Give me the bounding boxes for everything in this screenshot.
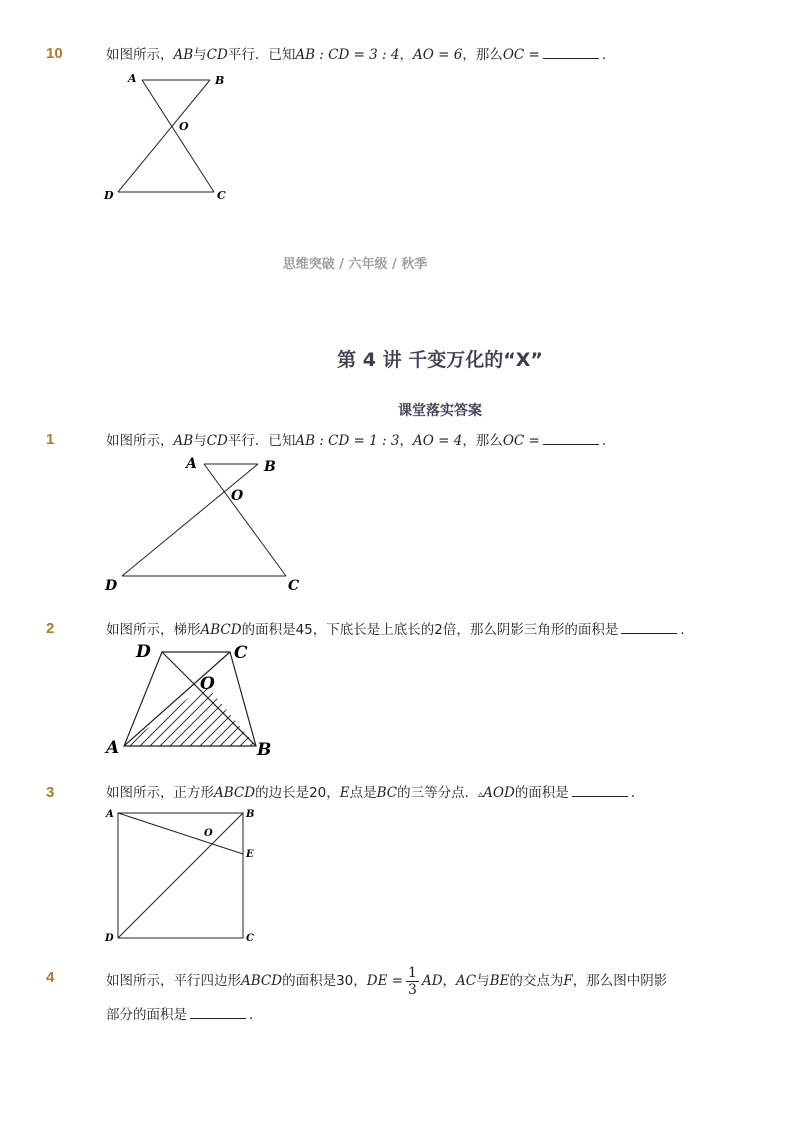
stem-part: 平行．已知 (227, 433, 296, 449)
point-label-a: A (106, 738, 120, 758)
point-label-d: D (136, 642, 151, 662)
stem-part: 与 (193, 47, 207, 63)
section-title: 课堂落实答案 (398, 403, 482, 419)
stem-part: 点是 (349, 785, 377, 801)
question-number: 10 (46, 45, 63, 62)
math-unknown: OC = (502, 433, 540, 449)
stem-part: ，那么 (462, 47, 503, 63)
stem-part: 部分的面积是 (106, 1007, 187, 1023)
math-ratio: AB : CD = 3 : 4 (295, 47, 400, 63)
stem-part: 如图所示， (106, 47, 174, 63)
square-figure (100, 805, 270, 945)
stem-part: 如图所示，梯形 (106, 622, 201, 638)
point-label-o: O (179, 120, 189, 133)
stem-part: ， (399, 433, 413, 449)
triangle-symbol: ▵ (478, 789, 484, 800)
stem-part: ． (601, 433, 616, 449)
stem-var: ABCD (200, 622, 242, 638)
stem-part: 的边长是20， (255, 785, 340, 801)
stem-part: 如图所示， (106, 433, 174, 449)
question-text (106, 619, 694, 641)
point-label-c: C (217, 189, 226, 202)
hourglass-figure (100, 70, 240, 206)
point-label-e: E (246, 849, 254, 860)
point-label-o: O (204, 828, 213, 839)
question-number: 1 (46, 431, 55, 448)
x-figure-small-top (100, 455, 320, 595)
page-footer: 思维突破 / 六年级 / 秋季 (282, 257, 428, 272)
trapezoid-figure (100, 640, 290, 760)
stem-part: 的面积是 (514, 785, 569, 801)
stem-part: 平行．已知 (227, 47, 296, 63)
question-text (106, 782, 644, 806)
fraction-numerator: 1 (408, 964, 417, 981)
math-length: AO = 6 (413, 47, 463, 63)
answer-blank (190, 1006, 246, 1019)
stem-part: ． (630, 785, 645, 801)
lecture-title: 第 4 讲 千变万化的“X” (337, 349, 543, 371)
stem-part: ． (249, 1007, 263, 1023)
question-number: 3 (46, 784, 55, 801)
stem-var: ABCD (241, 973, 283, 989)
stem-part: 与 (193, 433, 207, 449)
stem-var: ABCD (214, 785, 256, 801)
stem-part: 的面积是45，下底长是上底长的2倍，那么阴影三角形的面积是 (241, 622, 619, 638)
math-unknown: OC = (502, 47, 540, 63)
answer-blank (621, 621, 677, 634)
stem-part: 如图所示，平行四边形 (106, 973, 241, 989)
fraction-denominator: 3 (408, 981, 417, 998)
stem-var: CD (206, 433, 228, 449)
stem-var: AB (173, 433, 194, 449)
stem-var: BC (376, 785, 398, 801)
math-expr: DE = (366, 973, 404, 989)
question-text-continued (106, 1004, 263, 1026)
math-expr: AD (421, 973, 443, 989)
stem-var: BE (489, 973, 510, 989)
question-number: 2 (46, 620, 55, 637)
stem-var: AB (173, 47, 194, 63)
stem-part: 与 (476, 973, 490, 989)
stem-part: 的面积是30， (282, 973, 367, 989)
point-label-a: A (106, 809, 114, 820)
math-ratio: AB : CD = 1 : 3 (295, 433, 400, 449)
point-label-d: D (104, 189, 114, 202)
point-label-b: B (257, 740, 272, 760)
stem-var: E (339, 785, 350, 801)
math-length: AO = 4 (413, 433, 463, 449)
question-number: 4 (46, 969, 55, 986)
point-label-o: O (231, 488, 244, 504)
stem-part: ，那么图中阴影 (572, 973, 668, 989)
answer-blank (543, 46, 599, 59)
point-label-b: B (215, 74, 225, 87)
stem-var: AOD (483, 785, 515, 801)
answer-blank (572, 784, 628, 797)
stem-part: ，那么 (462, 433, 503, 449)
point-label-c: C (288, 578, 300, 594)
point-label-c: C (246, 933, 254, 944)
stem-part: ， (399, 47, 413, 63)
stem-var: F (563, 973, 573, 989)
point-label-o: O (200, 674, 215, 694)
stem-part: ． (601, 47, 616, 63)
stem-part: ， (442, 973, 457, 989)
answer-blank (543, 432, 599, 445)
point-label-b: B (246, 809, 255, 820)
point-label-d: D (105, 578, 118, 594)
question-text (106, 44, 615, 66)
point-label-a: A (128, 72, 137, 85)
stem-part: 的三等分点． (397, 785, 479, 801)
question-text (106, 430, 615, 452)
point-label-a: A (186, 456, 197, 472)
stem-part: 如图所示，正方形 (106, 785, 214, 801)
stem-var: CD (206, 47, 228, 63)
stem-part: ． (680, 622, 694, 638)
point-label-b: B (264, 459, 276, 475)
fraction (406, 965, 419, 998)
stem-var: AC (456, 973, 477, 989)
point-label-c: C (234, 643, 248, 663)
point-label-d: D (105, 933, 114, 944)
stem-part: 的交点为 (509, 973, 564, 989)
question-text (106, 962, 667, 1000)
